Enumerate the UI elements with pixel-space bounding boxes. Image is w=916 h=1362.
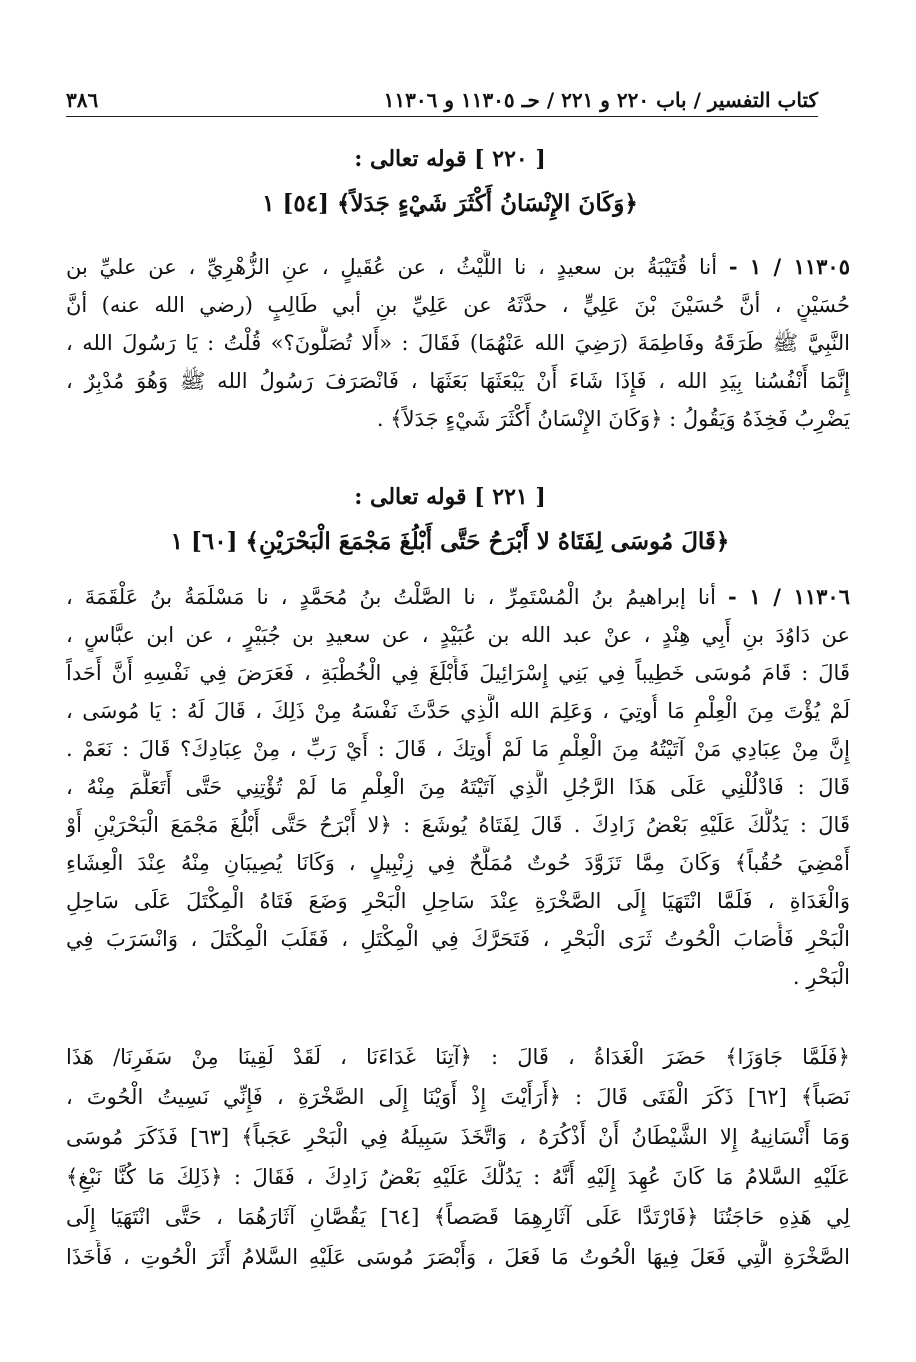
text-line: الْبَحْرِ . (792, 965, 850, 989)
hadith-11306-text: أنا إبراهيمُ بنُ الْمُسْتَمِرِّ ، نا الصَّلْتُ بنُ مُحَمَّدٍ ، نا مَسْلَمَةُ بنُ عَلْقَمَةَ ، (66, 585, 716, 609)
text-line: ﴿فَلَمَّا جَاوَزَا﴾ حَضَرَ الْغَدَاةُ ، قَالَ : ﴿آتِنَا غَدَاءَنَا ، لَقَدْ لَقِينَا مِنْ سَفَرِنَا/ هَذَا (66, 1045, 850, 1069)
text-line: عن دَاوُدَ بنِ أَبِي هِنْدٍ ، عنْ عبد الله بن عُبَيْدٍ ، عن سعيدِ بن جُبَيْرٍ ، عن ابن عبَّاسٍ ، (66, 623, 850, 647)
header-title: كتاب التفسير / باب ٢٢٠ و ٢٢١ / حـ ١١٣٠٥ و ١١٣٠٦ (383, 88, 818, 112)
running-header (66, 86, 818, 117)
text-line: حُسَيْنٍ ، أنَّ حُسَيْنَ بْنَ عَلِيٍّ ، حدَّثَهُ عن عَلِيِّ بنِ أبي طَالِبٍ (رضي الله عنه) أنَّ (66, 293, 850, 317)
text-line: إِنَّ مِنْ عِبَادِي مَنْ آتَيْتُهُ مِنَ الْعِلْمِ مَا لَمْ أُوتِكَ ، قَالَ : أَيْ رَبِّ ، مِنْ عِبَادِكَ؟ قَالَ : نَعَمْ . (66, 737, 850, 761)
text-line: قَالَ : يَدُلُّكَ عَلَيْهِ بَعْضُ زَادِكَ . قَالَ لِفَتَاهُ يُوشَعَ : ﴿لا أَبْرَحُ حَتَّى أَبْلُغَ مَجْمَعَ الْبَحْرَيْنِ أَوْ (66, 813, 850, 837)
hadith-11305-number: ١١٣٠٥ / ١ - (728, 254, 850, 279)
section-220-verse: ﴿وَكَانَ الإِنْسَانُ أَكْثَرَ شَيْءٍ جَدَلاً﴾ [٥٤] ١ (262, 190, 638, 217)
section-220-title: [ ٢٢٠ ] قوله تعالى : (354, 146, 546, 172)
text-line: أَمْضِيَ حُقُباً﴾ وَكَانَ مِمَّا تَزَوَّدَ حُوتٌ مُمَلَّحٌ فِي زِنْبِيلٍ ، وَكَانَا يُصِيبَانِ مِنْهُ عِنْدَ الْعِشَاءِ (66, 851, 850, 875)
text-line: الْبَحْرِ فَأَصَابَ الْحُوتُ ثَرَى الْبَحْرِ ، فَتَحَرَّكَ فِي الْمِكْتَلِ ، فَقَلَبَ الْمِكْتَلَ ، وَانْسَرَبَ فِي (66, 927, 850, 951)
hadith-11306-number: ١١٣٠٦ / ١ - (727, 584, 850, 609)
text-line: قَالَ : قَامَ مُوسَى خَطِيباً فِي بَنِي إِسْرَائِيلَ فَأَبْلَغَ فِي الْخُطْبَةِ ، فَعَرَضَ فِي نَفْسِهِ أَنَّ أَحَداً (66, 661, 850, 685)
hadith-11305-line-1 (66, 250, 850, 284)
section-221-verse: ﴿قَالَ مُوسَى لِفَتَاهُ لا أَبْرَحُ حَتَّى أَبْلُغَ مَجْمَعَ الْبَحْرَيْنِ﴾ [٦٠] ١ (170, 528, 730, 555)
text-line: قَالَ : فَادْلُلْنِي عَلَى هَذَا الرَّجُلِ الَّذِي آتَيْتَهُ مِنَ الْعِلْمِ مَا لَمْ تُؤْتِنِي حَتَّى أَتَعَلَّمَ مِنْهُ ، (66, 775, 850, 799)
section-221-title: [ ٢٢١ ] قوله تعالى : (354, 484, 546, 510)
text-line: نَصَباً﴾ [٦٢] ذَكَرَ الْفَتَى قَالَ : ﴿أَرَأَيْتَ إِذْ أَوَيْنَا إِلَى الصَّخْرَةِ ، فَإِنِّي نَسِيتُ الْحُوتَ ، (66, 1085, 850, 1109)
text-line: لِي هَذِهِ حَاجَتُنَا ﴿فَارْتَدَّا عَلَى آثَارِهِمَا قَصَصاً﴾ [٦٤] يَقُصَّانِ آثَارَهُمَا ، حَتَّى انْتَهَيَا إِلَى (66, 1205, 850, 1229)
text-line: وَالْغَدَاةِ ، فَلَمَّا انْتَهَيَا إِلَى الصَّخْرَةِ عِنْدَ سَاحِلِ الْبَحْرِ وَضَعَ فَتَاهُ الْمِكْتَلَ عَلَى سَاحِلِ (66, 889, 850, 913)
text-line: إِنَّمَا أَنْفُسُنا بِيَدِ الله ، فَإِذَا شَاءَ أَنْ يَبْعَثَهَا بَعَثَهَا ، فَانْصَرَفَ رَسُولُ الله ﷺ وَهُوَ مُدْبِرٌ ، (66, 369, 850, 393)
text-line: لَمْ يُؤْتَ مِنَ الْعِلْمِ مَا أُوتِيَ ، وَعَلِمَ الله الَّذِي حَدَّثَ نَفْسَهُ مِنْ ذَلِكَ ، قَالَ لَهُ : يَا مُوسَى ، (66, 699, 850, 723)
text-line: عَلَيْهِ السَّلامُ مَا كَانَ عُهِدَ إِلَيْهِ أَنَّهُ : يَدُلُّكَ عَلَيْهِ بَعْضُ زَادِكَ ، فَقَالَ : ﴿ذَلِكَ مَا كُنَّا نَبْغِ﴾ (66, 1165, 850, 1189)
text-line: وَمَا أَنْسَانِيهُ إِلا الشَّيْطَانُ أَنْ أَذْكُرَهُ ، وَاتَّخَذَ سَبِيلَهُ فِي الْبَحْرِ عَجَباً﴾ [٦٣] فَذَكَرَ مُوسَى (66, 1125, 850, 1149)
hadith-11305-text: أنا قُتَيْبَةُ بن سعيدٍ ، نا اللَّيْثُ ، عن عُقَيلٍ ، عنِ الزُّهْرِيِّ ، عن عليِّ بن (66, 255, 718, 279)
hadith-11306-line-1 (66, 580, 850, 614)
text-line: يَضْرِبُ فَخِذَهُ وَيَقُولُ : ﴿وَكَانَ الإِنْسَانُ أَكْثَرَ شَيْءٍ جَدَلاً﴾ . (376, 407, 850, 431)
text-line: النَّبِيَّ ﷺ طَرَقَهُ وفَاطِمَةَ (رَضِيَ الله عَنْهُمَا) فَقَالَ : «أَلا تُصَلُّونَ؟» قُلْتُ : يَا رَسُولَ الله ، (66, 331, 850, 355)
text-line: الصَّخْرَةِ الَّتِي فَعَلَ فِيهَا الْحُوتُ مَا فَعَلَ ، وَأَبْصَرَ مُوسَى عَلَيْهِ السَّلامُ أَثَرَ الْحُوتِ ، فَأَخَذَا (66, 1245, 850, 1269)
page-number: ٣٨٦ (66, 88, 99, 112)
